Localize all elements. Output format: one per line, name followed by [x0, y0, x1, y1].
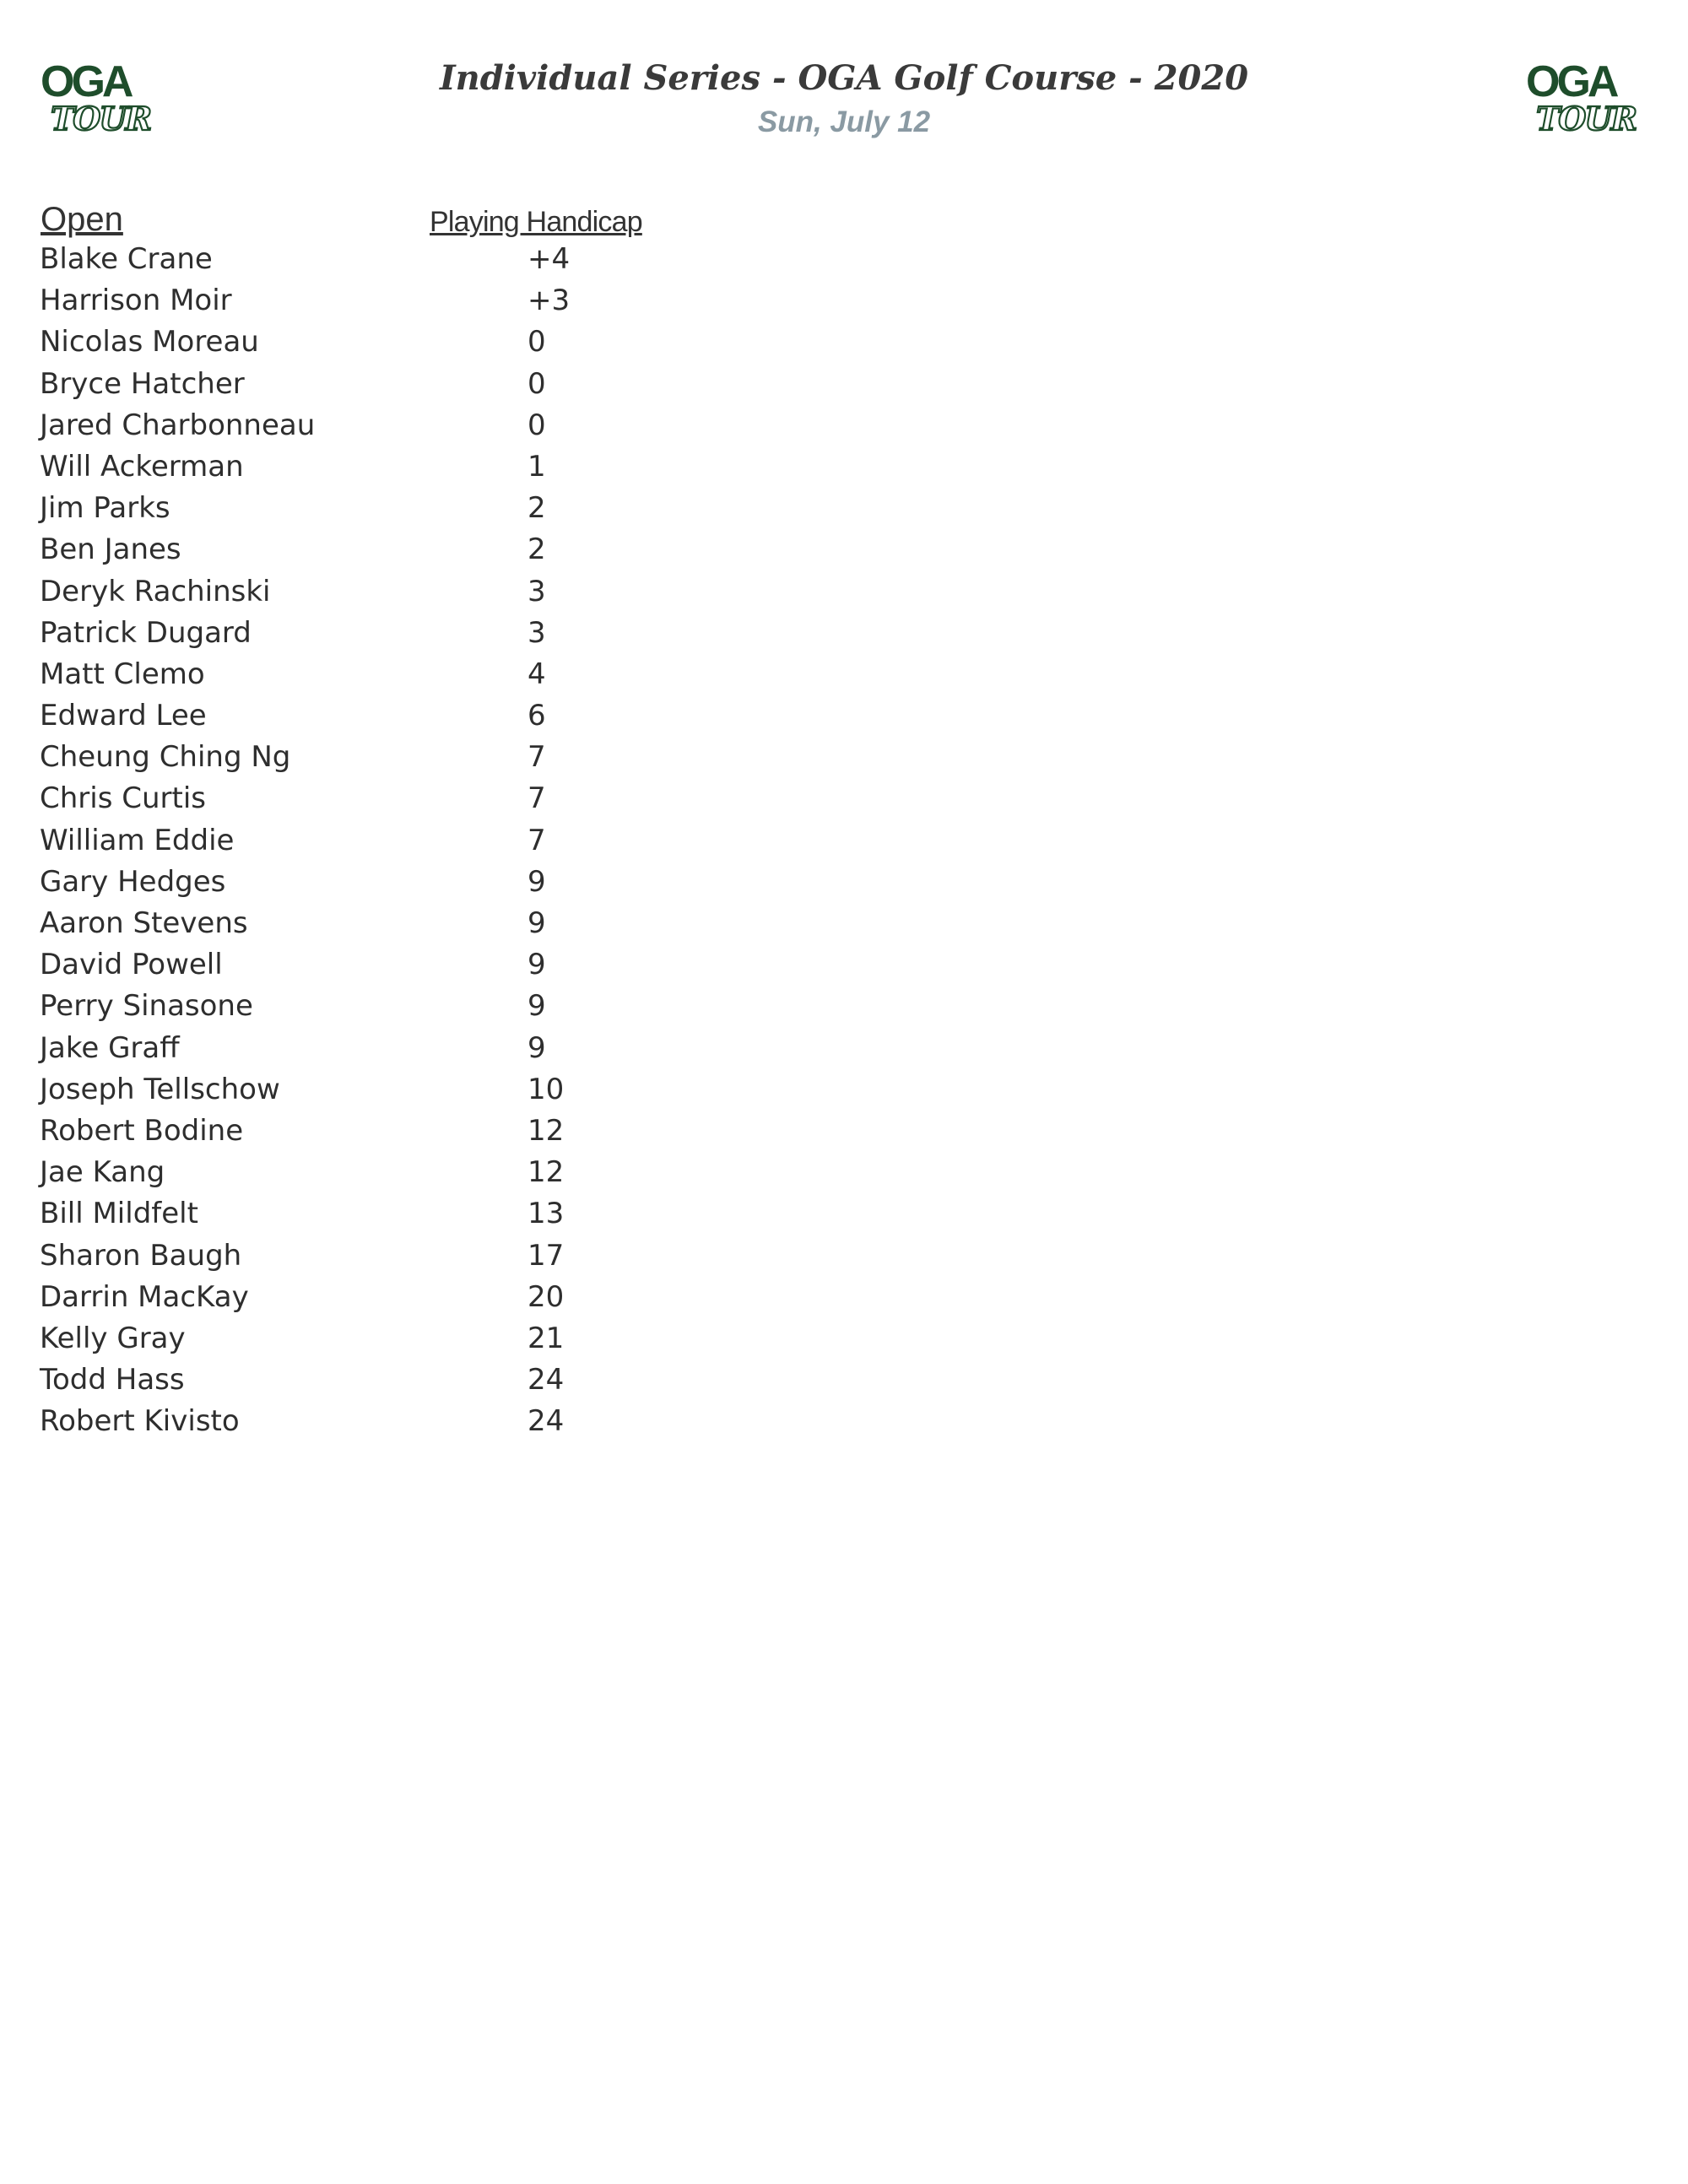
player-handicap: 6 — [528, 699, 546, 733]
logo-bottom-text: TOUR — [1536, 100, 1637, 135]
player-row — [0, 488, 760, 529]
player-name: Jared Charbonneau — [40, 408, 316, 442]
player-name: Jim Parks — [40, 491, 170, 526]
player-name: Nicolas Moreau — [40, 325, 259, 359]
player-name: Robert Bodine — [40, 1113, 244, 1148]
player-name: Ben Janes — [40, 532, 181, 567]
page-title: Individual Series - OGA Golf Course - 2020 — [439, 58, 1249, 98]
player-name: Robert Kivisto — [40, 1404, 240, 1439]
player-handicap: +3 — [528, 284, 571, 318]
player-handicap: 0 — [528, 366, 546, 401]
player-name: William Eddie — [40, 823, 235, 857]
player-name: Aaron Stevens — [40, 906, 248, 940]
player-handicap: 9 — [528, 1030, 546, 1065]
player-name: Chris Curtis — [40, 781, 206, 816]
player-handicap: 0 — [528, 325, 546, 359]
player-row — [0, 695, 760, 737]
player-handicap: +4 — [528, 242, 571, 276]
player-row — [0, 862, 760, 903]
player-handicap: 12 — [528, 1113, 565, 1148]
player-row — [0, 364, 760, 405]
player-row — [0, 529, 760, 570]
player-handicap: 2 — [528, 532, 546, 567]
player-handicap: 7 — [528, 740, 546, 775]
logo-bottom-text: TOUR — [51, 100, 151, 135]
player-row — [0, 280, 760, 322]
player-name: Deryk Rachinski — [40, 574, 271, 608]
event-date: Sun, July 12 — [757, 105, 931, 138]
logo-top-text: OGA — [1526, 57, 1616, 106]
player-row — [0, 1193, 760, 1235]
player-name: Joseph Tellschow — [40, 1072, 280, 1106]
player-name: Jae Kang — [40, 1155, 165, 1190]
player-row — [0, 1111, 760, 1152]
player-name: Edward Lee — [40, 699, 207, 733]
player-row — [0, 405, 760, 446]
player-handicap: 21 — [528, 1321, 565, 1355]
player-row — [0, 986, 760, 1027]
player-handicap: 9 — [528, 864, 546, 899]
player-row — [0, 944, 760, 986]
player-handicap: 3 — [528, 574, 546, 608]
player-handicap: 24 — [528, 1363, 565, 1397]
logo-top-text: OGA — [41, 57, 131, 106]
player-name: Sharon Baugh — [40, 1238, 242, 1273]
player-name: Darrin MacKay — [40, 1279, 249, 1314]
player-row — [0, 1401, 760, 1442]
player-name: Jake Graff — [40, 1030, 180, 1065]
player-row — [0, 1318, 760, 1360]
player-row — [0, 737, 760, 778]
player-row — [0, 654, 760, 695]
player-handicap: 2 — [528, 491, 546, 526]
player-name: Matt Clemo — [40, 657, 205, 691]
player-name: Harrison Moir — [40, 284, 232, 318]
player-name: Bill Mildfelt — [40, 1197, 198, 1231]
player-handicap: 4 — [528, 657, 546, 691]
player-name: Kelly Gray — [40, 1321, 186, 1355]
player-handicap: 7 — [528, 823, 546, 857]
player-row — [0, 613, 760, 654]
player-handicap: 9 — [528, 989, 546, 1024]
player-handicap: 9 — [528, 948, 546, 982]
player-handicap: 17 — [528, 1238, 565, 1273]
player-name: Bryce Hatcher — [40, 366, 245, 401]
player-handicap: 9 — [528, 906, 546, 940]
player-handicap: 24 — [528, 1404, 565, 1439]
player-row — [0, 239, 760, 280]
player-name: David Powell — [40, 948, 223, 982]
player-handicap: 12 — [528, 1155, 565, 1190]
player-row — [0, 1028, 760, 1069]
player-name: Todd Hass — [40, 1363, 185, 1397]
player-name: Perry Sinasone — [40, 989, 253, 1024]
division-column-header: Open — [41, 201, 123, 238]
player-name: Blake Crane — [40, 242, 213, 276]
player-name: Will Ackerman — [40, 449, 244, 484]
player-handicap: 0 — [528, 408, 546, 442]
handicap-column-header: Playing Handicap — [430, 206, 642, 238]
player-handicap: 13 — [528, 1197, 565, 1231]
player-row — [0, 1069, 760, 1111]
player-handicap: 1 — [528, 449, 546, 484]
player-row — [0, 1235, 760, 1277]
player-row — [0, 820, 760, 862]
player-name: Cheung Ching Ng — [40, 740, 291, 775]
document-header — [0, 54, 1688, 142]
player-row — [0, 446, 760, 488]
player-row — [0, 1277, 760, 1318]
player-handicap: 7 — [528, 781, 546, 816]
player-row — [0, 1360, 760, 1401]
player-name: Patrick Dugard — [40, 615, 252, 650]
player-name: Gary Hedges — [40, 864, 226, 899]
player-handicap: 3 — [528, 615, 546, 650]
player-handicap: 20 — [528, 1279, 565, 1314]
player-row — [0, 778, 760, 819]
player-list — [0, 239, 760, 1442]
player-row — [0, 1152, 760, 1193]
player-row — [0, 903, 760, 944]
player-handicap: 10 — [528, 1072, 565, 1106]
player-row — [0, 571, 760, 613]
player-row — [0, 322, 760, 363]
